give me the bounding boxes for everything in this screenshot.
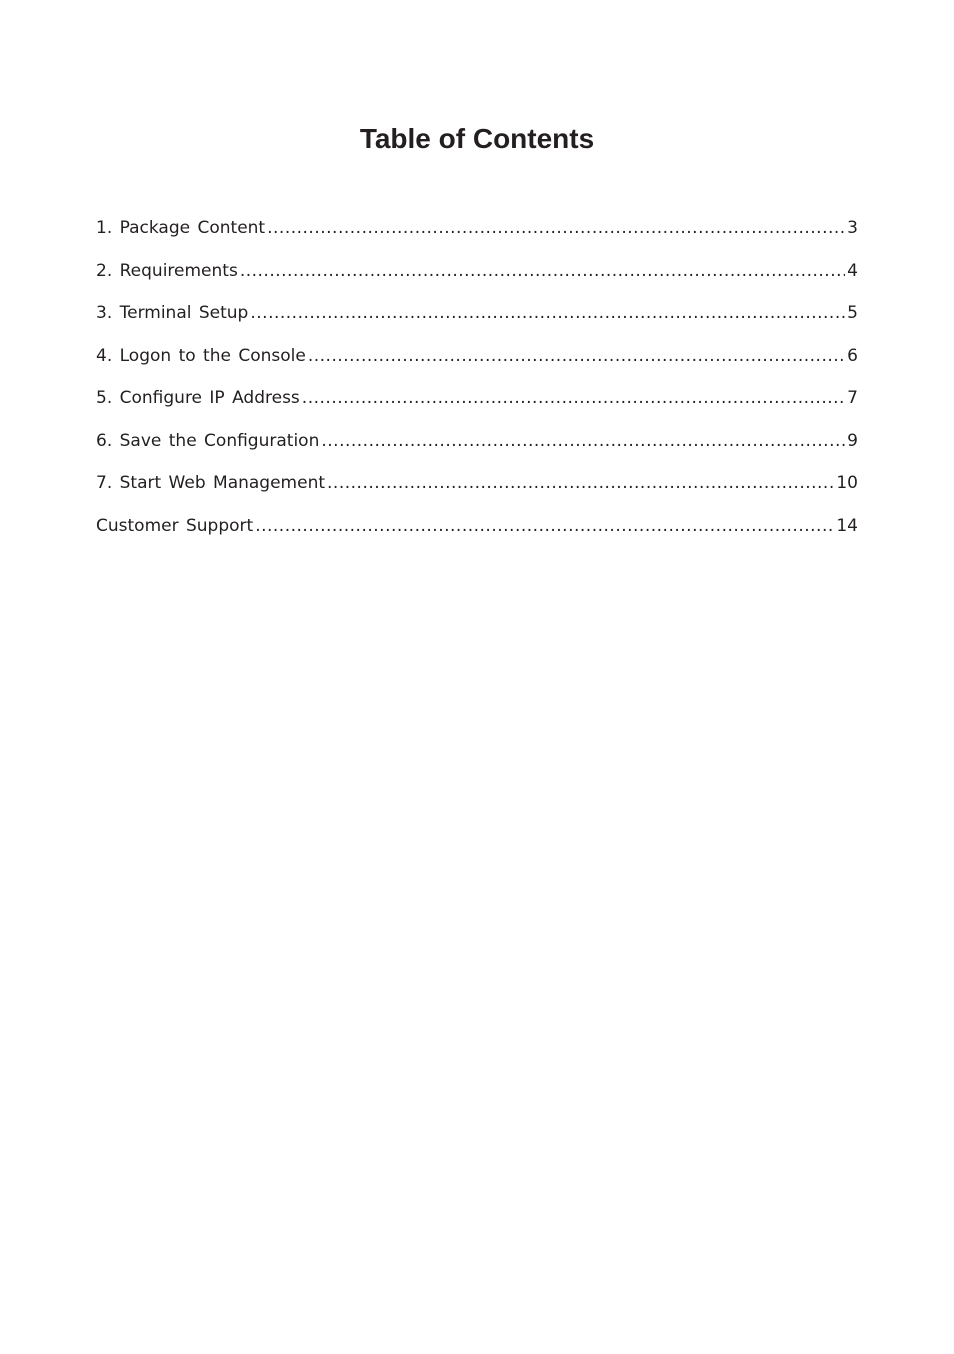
toc-page-number: 5 <box>847 303 858 323</box>
toc-dot-leader <box>255 512 834 540</box>
toc-page-number: 6 <box>847 345 858 366</box>
toc-dot-leader <box>321 427 845 455</box>
toc-page-number: 3 <box>847 218 858 238</box>
toc-dot-leader <box>267 214 845 242</box>
toc-dot-leader <box>240 257 845 285</box>
toc-page-number: 7 <box>847 388 858 408</box>
toc-entry-label: 3. Terminal Setup <box>96 303 249 323</box>
toc-dot-leader <box>302 384 845 412</box>
toc-entry-package-content[interactable] <box>96 214 858 257</box>
toc-entry-requirements[interactable] <box>96 257 858 300</box>
toc-entry-label: 1. Package Content <box>96 218 266 238</box>
toc-page-number: 9 <box>847 430 858 451</box>
toc-entry-terminal-setup[interactable] <box>96 299 858 342</box>
page-title: Table of Contents <box>359 123 595 154</box>
toc-entry-label: 2. Requirements <box>96 260 238 281</box>
toc-page-number: 4 <box>847 260 858 281</box>
toc-entry-label: 5. Configure IP Address <box>96 388 300 408</box>
toc-page-number: 14 <box>836 515 858 536</box>
toc-dot-leader <box>327 469 834 497</box>
toc-page-number: 10 <box>836 473 858 493</box>
toc-entry-label: 7. Start Web Management <box>96 473 326 493</box>
toc-entry-label: 6. Save the Configuration <box>96 430 320 451</box>
toc-entry-customer-support[interactable] <box>96 512 858 555</box>
toc-dot-leader <box>250 299 845 327</box>
toc-list <box>96 214 858 554</box>
toc-entry-logon-console[interactable] <box>96 342 858 385</box>
toc-entry-label: Customer Support <box>96 515 254 536</box>
toc-entry-label: 4. Logon to the Console <box>96 345 306 366</box>
toc-entry-save-configuration[interactable] <box>96 427 858 470</box>
toc-entry-configure-ip[interactable] <box>96 384 858 427</box>
toc-entry-web-management[interactable] <box>96 469 858 512</box>
toc-dot-leader <box>308 342 845 370</box>
